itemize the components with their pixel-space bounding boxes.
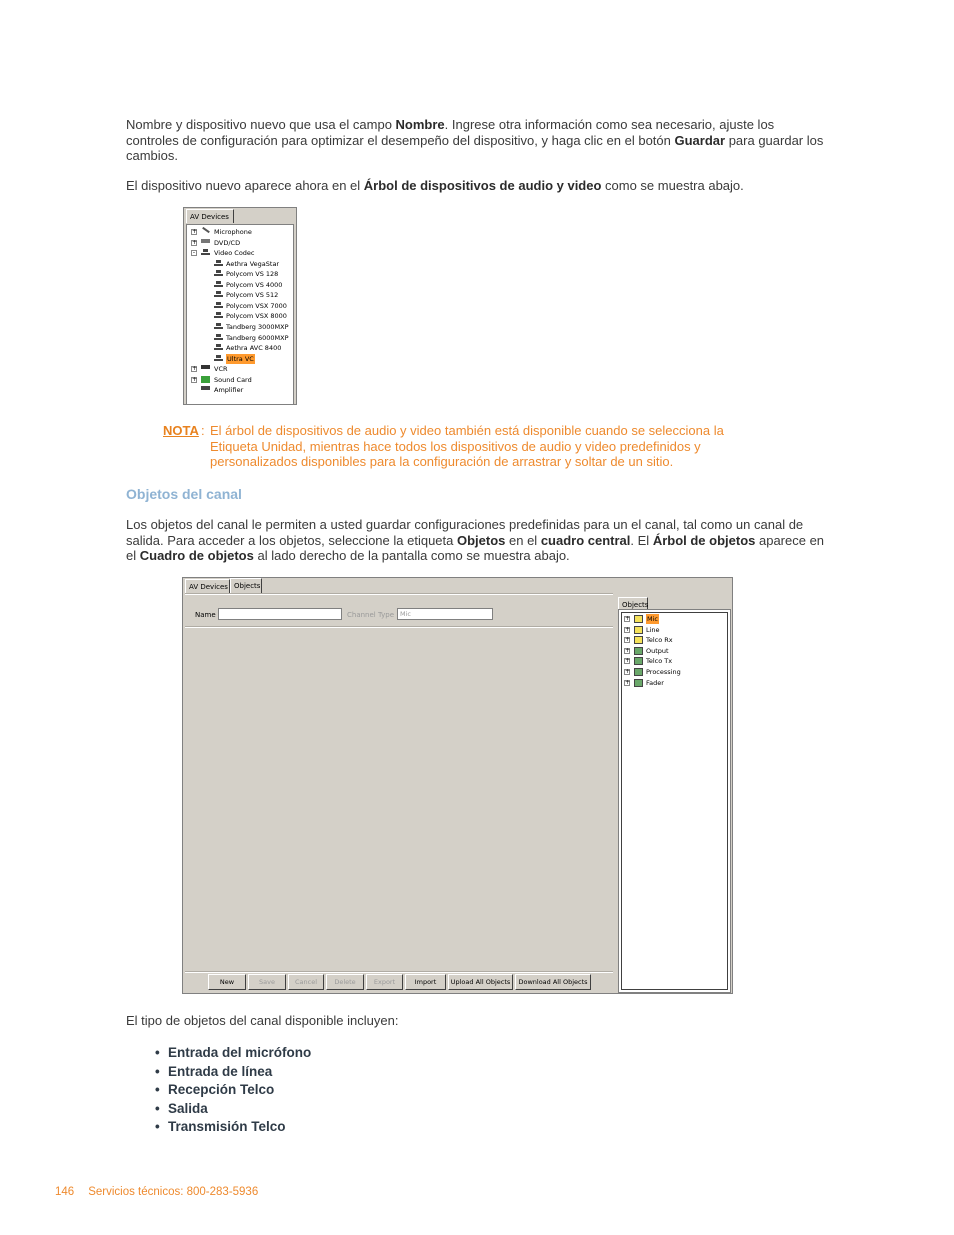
processing-object-icon (634, 679, 643, 687)
name-label: Name (195, 611, 216, 619)
object-tree-label: Telco Rx (646, 636, 673, 645)
dvd-icon (201, 239, 210, 243)
upload-all-objects-button[interactable]: Upload All Objects (448, 974, 513, 990)
camera-icon (214, 281, 223, 288)
microphone-icon (201, 228, 210, 235)
text-run: aparece en el (126, 532, 825, 563)
tree-item-label: Sound Card (214, 375, 252, 384)
types-list-item (155, 1100, 311, 1119)
tree-expander-icon[interactable]: + (625, 657, 631, 665)
camera-icon (214, 302, 223, 309)
bullet-icon: • (155, 1100, 160, 1116)
object-tree-label: Fader (646, 678, 664, 687)
text-run: El dispositivo nuevo aparece ahora en el (126, 178, 364, 193)
tree-item-label: Amplifier (214, 386, 244, 395)
types-list-label: Recepción Telco (168, 1082, 275, 1097)
amplifier-icon (201, 386, 210, 390)
note-colon: : (201, 423, 205, 438)
camera-icon (214, 260, 223, 267)
camera-icon (201, 249, 210, 256)
types-list-label: Entrada de línea (168, 1063, 273, 1079)
audio-object-icon (634, 636, 643, 644)
tree-expander-icon[interactable]: + (625, 668, 631, 675)
tree-item-label: Aethra VegaStar (226, 259, 280, 268)
camera-icon (214, 344, 223, 351)
tree-expander-icon[interactable]: + (625, 615, 631, 622)
sound-card-icon (201, 376, 210, 383)
tree-expander-icon[interactable]: + (625, 678, 631, 686)
note-label: NOTA (163, 423, 199, 438)
object-tree-label: Output (646, 646, 669, 655)
channel-type-field[interactable]: Mic (397, 608, 493, 620)
name-field[interactable] (218, 608, 342, 620)
audio-object-icon (634, 615, 643, 623)
tree-expander-icon[interactable]: + (192, 375, 198, 383)
text-run: como se muestra abajo. (601, 178, 744, 193)
av-devices-tree (186, 224, 294, 404)
tree-item-label: Video Codec (214, 249, 255, 258)
tree-expander-icon[interactable]: - (192, 249, 196, 257)
camera-icon (214, 291, 223, 298)
tree-expander-icon[interactable]: + (625, 646, 631, 654)
camera-icon (214, 355, 223, 362)
tree-expander-icon[interactable]: + (625, 636, 631, 644)
intro-paragraph-1 (126, 117, 826, 164)
export-button[interactable]: Export (366, 974, 403, 990)
types-list-item (155, 1118, 311, 1137)
note-text: El árbol de dispositivos de audio y video también está disponible cuando se selecciona la Etiqueta Unidad, mientras hace todos los dispositivos de audio y video predefinidos y personalizados disponibles para la configuración de arrastrar y soltar de un sitio. (210, 423, 724, 469)
tree-item-label: Microphone (214, 228, 252, 236)
bullet-icon: • (155, 1119, 160, 1134)
delete-button[interactable]: Delete (326, 974, 364, 990)
text-run: . El (630, 532, 653, 548)
intro-paragraph-2 (126, 178, 826, 194)
bold-term: Nombre (395, 117, 445, 132)
save-button[interactable]: Save (248, 974, 286, 990)
tree-item-label: VCR (214, 365, 228, 374)
objects-screenshot (182, 577, 733, 994)
tab-objects-pane[interactable]: Objects (618, 597, 648, 609)
tree-expander-icon[interactable]: + (192, 238, 198, 246)
bullet-icon: • (155, 1045, 160, 1060)
footer-text: Servicios técnicos: 800-283-5936 (88, 1186, 259, 1198)
processing-object-icon (634, 647, 643, 655)
av-devices-screenshot (183, 207, 297, 405)
bold-term: Guardar (674, 132, 726, 148)
page-number: 146 (55, 1186, 75, 1198)
tree-item-label: Polycom VS 128 (226, 270, 279, 279)
tree-expander-icon[interactable]: + (192, 365, 198, 373)
text-run: Nombre y dispositivo nuevo que usa el campo (126, 117, 396, 132)
tab-av-devices[interactable]: AV Devices (186, 209, 234, 223)
download-all-objects-button[interactable]: Download All Objects (515, 974, 591, 990)
processing-object-icon (634, 668, 643, 676)
bold-term: Objetos (456, 532, 506, 548)
bullet-icon: • (155, 1063, 160, 1079)
tree-item-label: Ultra VC (227, 354, 254, 363)
object-tree-label: Telco Tx (646, 657, 673, 666)
text-run: Los objetos del canal le permiten a usted guardar configuraciones predefinidas para un el canal, tal como un canal de salida. Para acceder a los objetos, seleccione la etiqueta (126, 517, 804, 548)
camera-icon (214, 270, 223, 277)
tab-divider (185, 593, 613, 595)
text-run: al lado derecho de la pantalla como se muestra abajo. (253, 548, 570, 563)
camera-icon (214, 323, 223, 330)
text-run: . Ingrese otra información como sea necesario, ajuste los controles de configuración para optimizar el desempeño del dispositivo, y haga clic en el botón (126, 117, 775, 148)
button-divider (185, 971, 613, 973)
types-list-item (155, 1044, 311, 1063)
bullet-icon: • (155, 1082, 160, 1097)
channel-type-label: Channel Type (347, 611, 395, 619)
tree-expander-icon[interactable]: + (625, 625, 631, 633)
tree-item-label: Tandberg 3000MXP (226, 322, 289, 331)
types-list-label: Salida (168, 1100, 208, 1116)
bold-term: Cuadro de objetos (139, 548, 254, 563)
types-list-item (155, 1063, 311, 1082)
import-button[interactable]: Import (405, 974, 446, 990)
tree-item-label: Polycom VSX 8000 (226, 312, 287, 321)
objects-tree-pane (618, 609, 731, 993)
types-list-label: Transmisión Telco (168, 1119, 286, 1134)
types-list-item (155, 1081, 311, 1100)
bold-term: Árbol de objetos (652, 532, 756, 548)
camera-icon (214, 312, 223, 319)
bold-term: Árbol de dispositivos de audio y video (363, 178, 602, 193)
vcr-icon (201, 365, 210, 369)
tree-expander-icon[interactable]: + (192, 228, 198, 235)
processing-object-icon (634, 657, 643, 665)
tree-item-label: Polycom VS 512 (226, 291, 279, 300)
tree-item-label: Tandberg 6000MXP (226, 333, 289, 342)
tab-objects[interactable]: Objects (230, 578, 262, 593)
object-tree-label: Line (646, 625, 660, 634)
camera-icon (214, 334, 223, 341)
cancel-button[interactable]: Cancel (288, 974, 324, 990)
form-divider (185, 626, 613, 628)
types-list (155, 1044, 311, 1137)
types-list-label: Entrada del micrófono (168, 1045, 312, 1060)
footer (55, 1186, 258, 1198)
objects-tree (621, 612, 728, 990)
object-tree-label: Processing (646, 668, 681, 676)
tree-item-label: DVD/CD (214, 238, 241, 247)
tree-item-label: Polycom VSX 7000 (226, 301, 287, 310)
text-run: en el (505, 532, 541, 548)
tree-item-label: Polycom VS 4000 (226, 280, 283, 289)
audio-object-icon (634, 626, 643, 634)
new-button[interactable]: New (208, 974, 246, 990)
types-intro: El tipo de objetos del canal disponible incluyen: (126, 1013, 399, 1028)
tree-item-label: Aethra AVC 8400 (226, 344, 282, 353)
section-heading: Objetos del canal (126, 486, 242, 502)
bold-term: cuadro central (540, 532, 631, 548)
section-paragraph (126, 517, 826, 564)
tab-av-devices[interactable]: AV Devices (185, 579, 230, 593)
object-tree-label: Mic (647, 615, 658, 623)
text-run: para guardar los cambios. (126, 132, 824, 163)
